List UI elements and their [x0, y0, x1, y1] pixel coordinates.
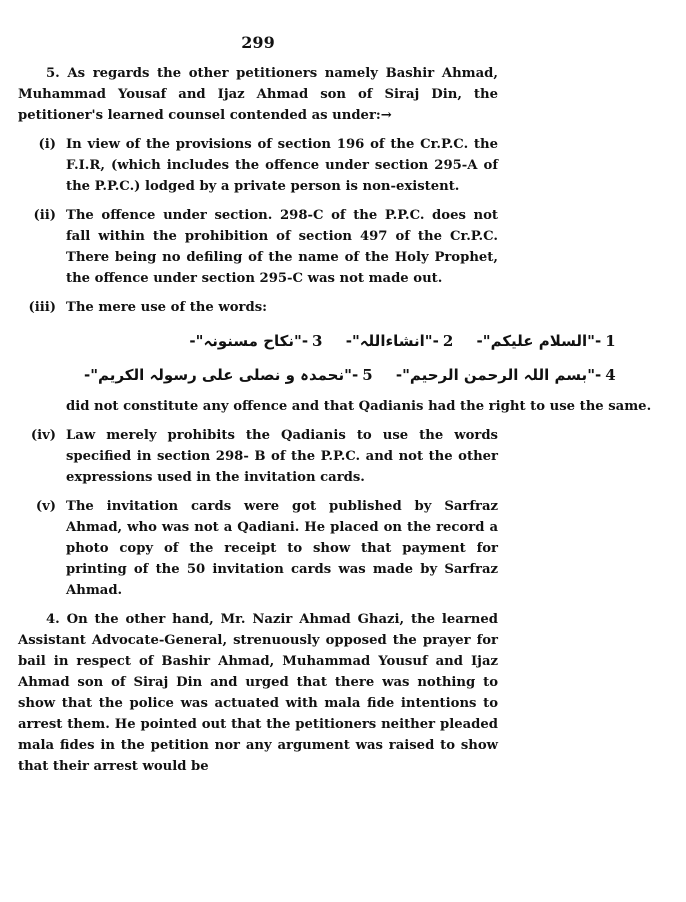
- urdu-phrases: [66, 324, 686, 392]
- list-item-marker: (iv): [30, 428, 56, 443]
- phrase-row: [66, 358, 616, 392]
- phrase: 3-"نکاح مسنونہ"-: [189, 332, 323, 350]
- list-item: [18, 425, 498, 488]
- phrase-number: 2: [442, 332, 454, 350]
- phrase-number: 1: [605, 332, 616, 350]
- list-item: [18, 134, 498, 197]
- list-item: [18, 205, 498, 289]
- list-item: [18, 496, 498, 601]
- list-item-marker: (v): [35, 499, 56, 514]
- list-item-marker: (iii): [28, 300, 56, 315]
- list-item-text: [66, 297, 686, 425]
- phrase-text: "السلام علیکم": [482, 332, 596, 350]
- list-item-marker: (ii): [33, 208, 56, 223]
- list-item-text: The offence under section. 298-C of the P.P.C. does not fall within the prohibition of section 497 of the Cr.P.C. There being no defiling of the name of the Holy Prophet, the offence under section 295-C was not made out.: [66, 208, 498, 286]
- list-item-marker: (i): [38, 137, 56, 152]
- paragraph-5-text: 5. As regards the other petitioners namely Bashir Ahmad, Muhammad Yousaf and Ijaz Ahmad son of Siraj Din, the petitioner's learned counsel contended as under:: [18, 66, 498, 123]
- phrase: 1-"السلام علیکم"-: [476, 332, 616, 350]
- phrase: 5-"نحمدہ و نصلی علی رسولہ الکریم"-: [84, 366, 373, 384]
- phrase: 4-"بسم اللہ الرحمن الرحیم"-: [395, 366, 616, 384]
- phrase-text: "نکاح مسنونہ": [195, 332, 302, 350]
- list-item-text: Law merely prohibits the Qadianis to use the words specified in section 298- B of the P.P.C. and not the other expressions used in the invitation cards.: [66, 428, 498, 485]
- phrase-text: "انشاءاللہ": [351, 332, 433, 350]
- arrow-symbol: →: [380, 108, 392, 123]
- list-item-continuation: did not constitute any offence and that Qadianis had the right to use the same.: [66, 399, 652, 414]
- contentions-list: [18, 134, 652, 601]
- document-page: [18, 32, 652, 777]
- list-item-intro: The mere use of the words:: [66, 300, 267, 315]
- list-item: [18, 297, 652, 425]
- paragraph-5: [18, 63, 498, 126]
- phrase-text: "نحمدہ و نصلی علی رسولہ الکریم": [90, 366, 352, 384]
- phrase-number: 4: [605, 366, 616, 384]
- phrase: 2-"انشاءاللہ"-: [345, 332, 454, 350]
- paragraph-4: 4. On the other hand, Mr. Nazir Ahmad Ghazi, the learned Assistant Advocate-General, strenuously opposed the prayer for bail in respect of Bashir Ahmad, Muhammad Yousuf and Ijaz Ahmad son of Siraj Din and urged that there was nothing to show that the police was actuated with mala fide intentions to arrest them. He pointed out that the petitioners neither pleaded mala fides in the petition nor any argument was raised to show that their arrest would be: [18, 612, 498, 774]
- page-number: 299: [241, 33, 275, 52]
- list-item-text: In view of the provisions of section 196 of the Cr.P.C. the F.I.R, (which includes the offence under section 295-A of the P.P.C.) lodged by a private person is non-existent.: [66, 137, 498, 194]
- phrase-text: "بسم اللہ الرحمن الرحیم": [402, 366, 596, 384]
- phrase-row: [66, 324, 616, 358]
- list-item-text: The invitation cards were got published by Sarfraz Ahmad, who was not a Qadiani. He placed on the record a photo copy of the receipt to show that payment for printing of the 50 invitation cards was made by Sarfraz Ahmad.: [66, 499, 498, 598]
- phrase-number: 5: [362, 366, 373, 384]
- phrase-number: 3: [312, 332, 323, 350]
